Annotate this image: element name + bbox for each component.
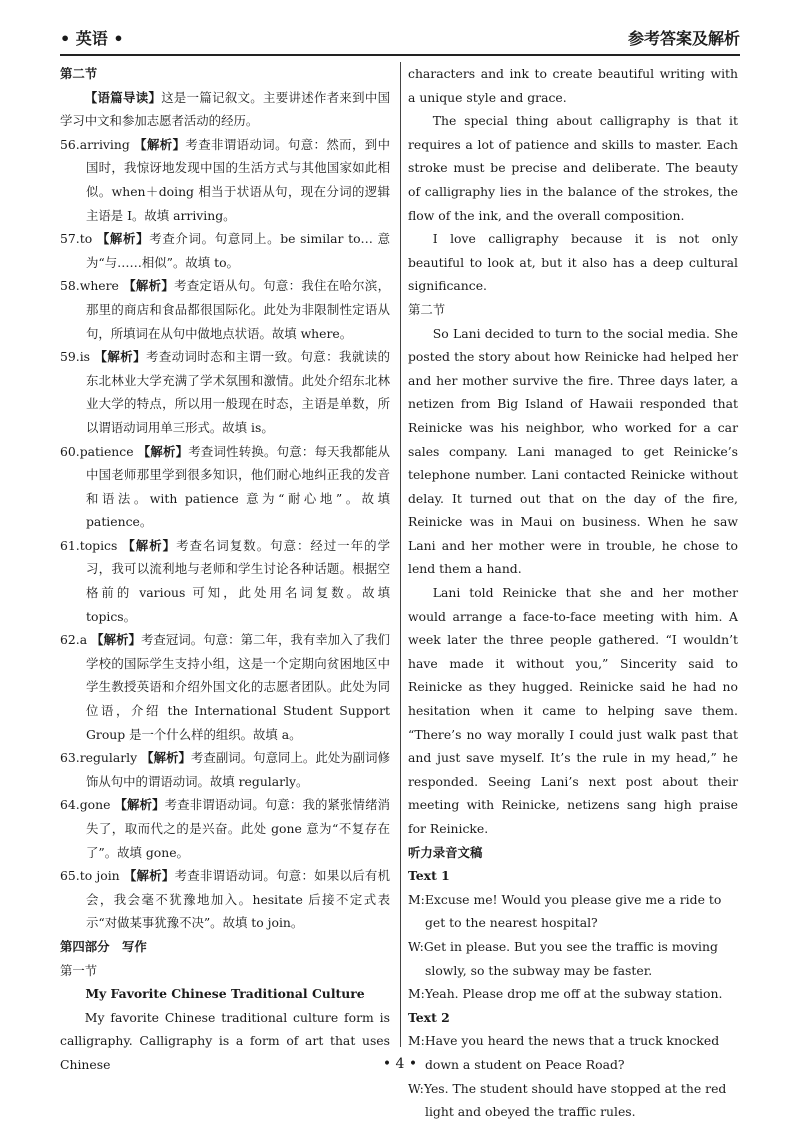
dialogue-line: M:Excuse me! Would you please give me a ride to get to the nearest hospital? xyxy=(408,891,722,931)
part4-title: 第四部分 写作 xyxy=(60,938,147,954)
answer-word: gone xyxy=(79,797,111,813)
answer-word: regularly xyxy=(79,750,138,766)
answer-item: 62.a 【解析】考查冠词。句意：第二年，我有幸加入了我们学校的国际学生支持小组，这是一个定期向贫困地区中学生教授英语和介绍外国文化的志愿者团队。此处为同位语，介绍 the International Student Support Group 是一个什么样的组织。故填 a。 xyxy=(60,632,391,742)
guide-label: 【语篇导读】 xyxy=(84,89,162,105)
text1-title: Text 1 xyxy=(408,868,450,884)
column-divider xyxy=(400,62,401,1047)
right-column xyxy=(408,62,738,1124)
text2-title: Text 2 xyxy=(408,1009,450,1025)
answer-item: 61.topics 【解析】考查名词复数。句意：经过一年的学习，我可以流利地与老师和学生讨论各种话题。根据空格前的 various 可知，此处用名词复数。故填 topics。 xyxy=(60,537,390,624)
essay-paragraph: The special thing about calligraphy is that it requires a lot of patience and skills to master. Each stroke must be precise and deliberate. The beauty of calligraphy lies in the balance of the strokes, the flow of the ink, and the overall composition. xyxy=(408,113,738,223)
answer-item: 57.to 【解析】考查介词。句意同上。be similar to… 意为“与……相似”。故填 to。 xyxy=(60,231,390,270)
essay-title: My Favorite Chinese Traditional Culture xyxy=(85,986,365,1002)
section1-title: 第一节 xyxy=(60,962,98,978)
answer-item: 64.gone 【解析】考查非谓语动词。句意：我的紧张情绪消失了，取而代之的是兴奋。此处 gone 意为“不复存在了”。故填 gone。 xyxy=(60,797,391,860)
story-paragraph: Lani told Reinicke that she and her mother would arrange a face-to-face meeting with him. A week later the three people gathered. “I wouldn’t have made it without you,” Sincerity said to Reinicke as they hugged. Reinicke said he had no hesitation when it came to helping save them. “There’s no way morally I could just walk past that and just save myself. It’s the rule in my head,” he responded. Seeing Lani’s next post about their meeting with Reinicke, netizens sang high praise for Reinicke. xyxy=(408,585,738,836)
dialogue-line: M:Yeah. Please drop me off at the subway station. xyxy=(408,986,723,1002)
answer-word: is xyxy=(79,349,91,365)
essay-paragraph-continued: characters and ink to create beautiful writing with a unique style and grace. xyxy=(408,66,738,105)
answer-word: topics xyxy=(79,537,118,553)
subject-label: • 英语 • xyxy=(60,29,124,48)
dialogue-line: W:Yes. The student should have stopped at the red light and obeyed the traffic rules. xyxy=(408,1080,727,1120)
dialogue-line: M:Have you heard the news that a truck knocked down a student on Peace Road? xyxy=(408,1033,720,1072)
reading-guide xyxy=(60,86,390,133)
left-column xyxy=(60,62,390,1077)
answer-word: patience xyxy=(79,443,134,459)
answer-word: to xyxy=(79,231,93,247)
answer-item: 56.arriving 【解析】考查非谓语动词。句意：然而，到中国时，我惊讶地发现中国的生活方式与其他国家如此相似。when＋doing 相当于状语从句，现在分词的逻辑主语是 I。故填 arriving。 xyxy=(60,136,390,223)
answer-word: arriving xyxy=(79,136,130,152)
answer-item: 58.where 【解析】考查定语从句。句意：我住在哈尔滨，那里的商店和食品都很国际化。此处为非限制性定语从句，所填词在从句中做地点状语。故填 where。 xyxy=(60,278,391,341)
part2-title: 第二节 xyxy=(60,66,98,81)
section-label: 参考答案及解析 xyxy=(627,29,740,48)
answer-item: 63.regularly 【解析】考查副词。句意同上。此处为副词修饰从句中的谓语动词。故填 regularly。 xyxy=(60,750,391,789)
listening-title: 听力录音文稿 xyxy=(408,844,483,860)
guide-text: 这是一篇记叙文。主要讲述作者来到中国学习中文和参加志愿者活动的经历。 xyxy=(60,89,391,129)
essay-paragraph: My favorite Chinese traditional culture form is calligraphy. Calligraphy is a form of art that uses Chinese xyxy=(60,1009,390,1072)
answer-item: 59.is 【解析】考查动词时态和主谓一致。句意：我就读的东北林业大学充满了学术氛围和激情。此处介绍东北林业大学的特点，所以用一般现在时态，主语是单数，所以谓语动词用单三形式。故填 is。 xyxy=(60,349,390,435)
answer-word: to join xyxy=(79,868,120,884)
answer-item: 60.patience 【解析】考查词性转换。句意：每天我都能从中国老师那里学到很多知识，他们耐心地纠正我的发音和语法。with patience 意为“耐心地”。故填 patience。 xyxy=(60,443,390,530)
dialogue-line: W:Get in please. But you see the traffic is moving slowly, so the subway may be faster. xyxy=(408,938,718,978)
answer-word: where xyxy=(79,278,119,294)
essay-paragraph: I love calligraphy because it is not only beautiful to look at, but it also has a deep cultural significance. xyxy=(408,231,738,294)
answer-item: 65.to join 【解析】考查非谓语动词。句意：如果以后有机会，我会毫不犹豫地加入。hesitate 后接不定式表示“对做某事犹豫不决”。故填 to join。 xyxy=(60,868,390,931)
story-paragraph: So Lani decided to turn to the social media. She posted the story about how Reinicke had helped her and her mother survive the fire. Three days later, a netizen from Big Island of Hawaii responded that Reinicke was his neighbor, who worked for a car sales company. Lani managed to get Reinicke’s telephone number. Lani contacted Reinicke without delay. It turned out that on the day of the fire, Reinicke was in Maui on business. When he saw Lani and her mother were in trouble, he chose to lend them a hand. xyxy=(408,325,738,577)
page-number: • 4 • xyxy=(382,1056,418,1072)
section2-title: 第二节 xyxy=(408,301,446,317)
page-header xyxy=(60,14,740,56)
answer-word: a xyxy=(79,632,88,648)
